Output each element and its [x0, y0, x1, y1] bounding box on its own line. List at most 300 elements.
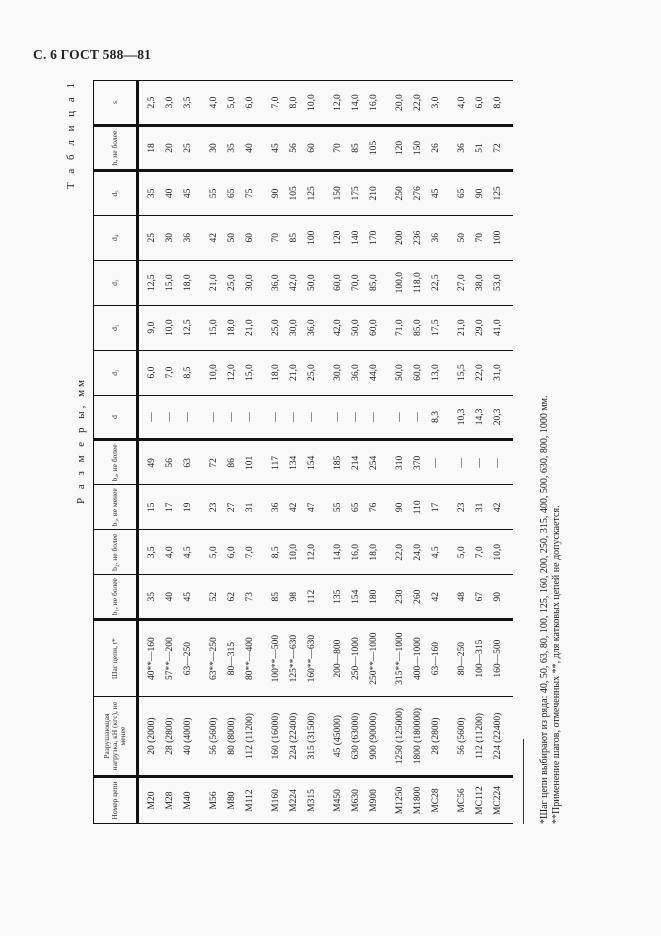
- table-cell: M112: [241, 777, 259, 824]
- table-cell: —: [365, 395, 383, 440]
- table-cell: 4,0: [161, 530, 179, 575]
- table-cell: —: [179, 395, 197, 440]
- table-cell: 40: [161, 575, 179, 620]
- table-cell: M160: [259, 777, 285, 824]
- table-cell: 21,0: [285, 350, 303, 395]
- table-cell: 224 (22400): [285, 697, 303, 777]
- table-cell: 315 (31500): [303, 697, 321, 777]
- table-cell: 112 (11200): [471, 697, 489, 777]
- table-cell: 7,0: [471, 530, 489, 575]
- table-cell: 62: [223, 575, 241, 620]
- table-cell: —: [471, 440, 489, 485]
- column-header: d₄: [94, 215, 138, 260]
- table-cell: 20,3: [489, 395, 513, 440]
- table-cell: 70: [471, 215, 489, 260]
- table-cell: —: [259, 395, 285, 440]
- table-cell: 12,0: [303, 530, 321, 575]
- table-cell: 60,0: [321, 260, 347, 305]
- table-cell: 276: [409, 170, 427, 215]
- table-cell: M1250: [383, 777, 409, 824]
- table-cell: 10,0: [197, 350, 223, 395]
- table-cell: 105: [285, 170, 303, 215]
- table-cell: 22,0: [383, 530, 409, 575]
- table-row: [223, 81, 241, 824]
- table-cell: 48: [445, 575, 471, 620]
- table-cell: 47: [303, 485, 321, 530]
- table-cell: 150: [321, 170, 347, 215]
- table-cell: 52: [197, 575, 223, 620]
- table-cell: 9,0: [138, 305, 162, 350]
- table-cell: 1250 (125000): [383, 697, 409, 777]
- column-header: Шаг цепи, t*: [94, 620, 138, 697]
- table-cell: 5,0: [197, 530, 223, 575]
- table-cell: 7,0: [259, 81, 285, 126]
- table-cell: 60,0: [409, 350, 427, 395]
- table-cell: 200: [383, 215, 409, 260]
- table-cell: 12,5: [179, 305, 197, 350]
- table-cell: 260: [409, 575, 427, 620]
- table-cell: 4,0: [197, 81, 223, 126]
- table-cell: 90: [383, 485, 409, 530]
- table-cell: 30: [197, 126, 223, 171]
- table-cell: —: [445, 440, 471, 485]
- table-row: [409, 81, 427, 824]
- table-cell: 254: [365, 440, 383, 485]
- table-cell: 160—500: [489, 620, 513, 697]
- table-cell: 38,0: [471, 260, 489, 305]
- table-cell: 40 (4000): [179, 697, 197, 777]
- table-cell: 24,0: [409, 530, 427, 575]
- table-cell: 56 (5600): [445, 697, 471, 777]
- table-cell: 100—315: [471, 620, 489, 697]
- table-cell: 75: [241, 170, 259, 215]
- table-cell: 4,0: [445, 81, 471, 126]
- footnote-2: **Применение шагов, отмеченных **, для катковых цепей не допускается.: [551, 505, 562, 824]
- table-cell: 25,0: [303, 350, 321, 395]
- table-cell: 60,0: [365, 305, 383, 350]
- table-cell: 8,5: [179, 350, 197, 395]
- table-cell: 70: [321, 126, 347, 171]
- table-cell: 86: [223, 440, 241, 485]
- table-cell: 7,0: [161, 350, 179, 395]
- table-cell: M40: [179, 777, 197, 824]
- table-cell: 10,0: [303, 81, 321, 126]
- table-cell: 3,5: [179, 81, 197, 126]
- table-row: [427, 81, 445, 824]
- table-cell: 140: [347, 215, 365, 260]
- table-cell: 42,0: [285, 260, 303, 305]
- table-cell: 8,0: [489, 81, 513, 126]
- table-cell: 28 (2800): [427, 697, 445, 777]
- table-cell: 17,5: [427, 305, 445, 350]
- table-row: [321, 81, 347, 824]
- table-cell: 30,0: [285, 305, 303, 350]
- table-cell: 50,0: [383, 350, 409, 395]
- column-header: d₁: [94, 350, 138, 395]
- table-cell: 6,0: [471, 81, 489, 126]
- table-cell: 8,3: [427, 395, 445, 440]
- column-header: b₃, не менее: [94, 485, 138, 530]
- table-cell: 630 (63000): [347, 697, 365, 777]
- table-cell: —: [285, 395, 303, 440]
- table-cell: 29,0: [471, 305, 489, 350]
- table-cell: 35: [223, 126, 241, 171]
- table-cell: 10,0: [489, 530, 513, 575]
- table-cell: 154: [303, 440, 321, 485]
- column-header: d: [94, 395, 138, 440]
- table-cell: 12,0: [223, 350, 241, 395]
- table-cell: 60: [241, 215, 259, 260]
- column-header: d₃: [94, 260, 138, 305]
- table-cell: M28: [161, 777, 179, 824]
- column-header: b₂, не более: [94, 530, 138, 575]
- table-row: [259, 81, 285, 824]
- table-cell: 15,0: [241, 350, 259, 395]
- table-cell: M56: [197, 777, 223, 824]
- table-cell: 63**—250: [197, 620, 223, 697]
- table-cell: —: [347, 395, 365, 440]
- table-cell: 185: [321, 440, 347, 485]
- table-cell: 8,0: [285, 81, 303, 126]
- table-cell: 105: [365, 126, 383, 171]
- table-cell: 22,5: [427, 260, 445, 305]
- table-cell: 12,0: [321, 81, 347, 126]
- table-cell: 42: [427, 575, 445, 620]
- table-cell: 3,5: [138, 530, 162, 575]
- table-title: Т а б л и ц а 1: [65, 80, 77, 190]
- table-cell: 26: [427, 126, 445, 171]
- table-cell: 125**—630: [285, 620, 303, 697]
- table-cell: 36: [259, 485, 285, 530]
- table-cell: 65: [223, 170, 241, 215]
- table-cell: 250: [383, 170, 409, 215]
- table-cell: 36,0: [347, 350, 365, 395]
- table-cell: 21,0: [241, 305, 259, 350]
- table-cell: 100**—500: [259, 620, 285, 697]
- table-cell: 55: [197, 170, 223, 215]
- table-cell: 120: [321, 215, 347, 260]
- table-cell: —: [427, 440, 445, 485]
- table-cell: —: [383, 395, 409, 440]
- table-cell: 214: [347, 440, 365, 485]
- table-cell: 112: [303, 575, 321, 620]
- table-cell: 65: [445, 170, 471, 215]
- table-cell: 30,0: [321, 350, 347, 395]
- table-cell: 63—250: [179, 620, 197, 697]
- table-cell: —: [241, 395, 259, 440]
- rotated-table-block: [65, 80, 605, 824]
- table-cell: 76: [365, 485, 383, 530]
- table-cell: 40**—160: [138, 620, 162, 697]
- table-cell: M224: [285, 777, 303, 824]
- table-cell: 71,0: [383, 305, 409, 350]
- table-cell: 72: [197, 440, 223, 485]
- chain-dimensions-table: [93, 80, 513, 824]
- table-cell: 18,0: [259, 350, 285, 395]
- table-cell: 15: [138, 485, 162, 530]
- table-cell: 10,0: [285, 530, 303, 575]
- table-cell: 22,0: [409, 81, 427, 126]
- table-cell: 230: [383, 575, 409, 620]
- table-cell: 40: [241, 126, 259, 171]
- table-cell: 42: [285, 485, 303, 530]
- table-row: [347, 81, 365, 824]
- table-cell: MC56: [445, 777, 471, 824]
- table-cell: 31,0: [489, 350, 513, 395]
- table-cell: 23: [197, 485, 223, 530]
- table-cell: 25,0: [223, 260, 241, 305]
- table-cell: 134: [285, 440, 303, 485]
- table-cell: M900: [365, 777, 383, 824]
- table-cell: 36: [179, 215, 197, 260]
- table-cell: 200—800: [321, 620, 347, 697]
- table-cell: —: [409, 395, 427, 440]
- table-cell: 250**—1000: [365, 620, 383, 697]
- table-cell: 14,0: [347, 81, 365, 126]
- table-cell: 100: [303, 215, 321, 260]
- table-cell: 6,0: [138, 350, 162, 395]
- table-header-row: [94, 81, 138, 824]
- table-cell: 44,0: [365, 350, 383, 395]
- table-cell: 2,5: [138, 81, 162, 126]
- table-cell: 4,5: [427, 530, 445, 575]
- table-cell: 250—1000: [347, 620, 365, 697]
- table-cell: 135: [321, 575, 347, 620]
- table-cell: 36,0: [303, 305, 321, 350]
- table-cell: 18,0: [365, 530, 383, 575]
- table-cell: 42: [489, 485, 513, 530]
- table-row: [383, 81, 409, 824]
- table-cell: 15,0: [161, 260, 179, 305]
- table-cell: 50,0: [303, 260, 321, 305]
- table-cell: 25: [179, 126, 197, 171]
- table-cell: 56 (5600): [197, 697, 223, 777]
- table-cell: 117: [259, 440, 285, 485]
- table-cell: 35: [138, 575, 162, 620]
- table-cell: M20: [138, 777, 162, 824]
- table-cell: 17: [427, 485, 445, 530]
- table-cell: 56: [285, 126, 303, 171]
- table-cell: 120: [383, 126, 409, 171]
- table-cell: 170: [365, 215, 383, 260]
- table-cell: 90: [471, 170, 489, 215]
- table-cell: 27: [223, 485, 241, 530]
- table-cell: 45: [179, 575, 197, 620]
- table-cell: 85: [285, 215, 303, 260]
- table-cell: M630: [347, 777, 365, 824]
- table-cell: 160**—630: [303, 620, 321, 697]
- table-cell: 100: [489, 215, 513, 260]
- table-row: [445, 81, 471, 824]
- table-row: [138, 81, 162, 824]
- table-cell: 85: [259, 575, 285, 620]
- table-cell: 42: [197, 215, 223, 260]
- table-cell: 150: [409, 126, 427, 171]
- table-cell: 80 (8000): [223, 697, 241, 777]
- table-row: [241, 81, 259, 824]
- table-cell: 72: [489, 126, 513, 171]
- table-cell: 90: [259, 170, 285, 215]
- table-cell: 13,0: [427, 350, 445, 395]
- table-cell: 21,0: [197, 260, 223, 305]
- table-cell: 50,0: [347, 305, 365, 350]
- table-cell: 30: [161, 215, 179, 260]
- table-cell: 40: [161, 170, 179, 215]
- table-cell: 41,0: [489, 305, 513, 350]
- table-cell: 154: [347, 575, 365, 620]
- table-cell: 20,0: [383, 81, 409, 126]
- table-cell: 15,5: [445, 350, 471, 395]
- table-cell: 4,5: [179, 530, 197, 575]
- table-cell: 18,0: [223, 305, 241, 350]
- table-cell: —: [489, 440, 513, 485]
- table-cell: 315**—1000: [383, 620, 409, 697]
- table-cell: MC112: [471, 777, 489, 824]
- table-cell: 3,0: [161, 81, 179, 126]
- table-cell: 63—160: [427, 620, 445, 697]
- table-cell: 67: [471, 575, 489, 620]
- table-cell: 17: [161, 485, 179, 530]
- table-cell: 16,0: [365, 81, 383, 126]
- table-cell: 85,0: [409, 305, 427, 350]
- table-cell: 236: [409, 215, 427, 260]
- table-cell: 85: [347, 126, 365, 171]
- table-cell: 18,0: [179, 260, 197, 305]
- table-cell: 70: [259, 215, 285, 260]
- table-cell: 45: [259, 126, 285, 171]
- table-cell: 55: [321, 485, 347, 530]
- table-cell: 900 (90000): [365, 697, 383, 777]
- table-cell: 5,0: [223, 81, 241, 126]
- table-cell: 70,0: [347, 260, 365, 305]
- table-cell: 15,0: [197, 305, 223, 350]
- table-cell: 125: [303, 170, 321, 215]
- table-cell: 28 (2800): [161, 697, 179, 777]
- table-cell: 20: [161, 126, 179, 171]
- table-cell: 8,5: [259, 530, 285, 575]
- table-cell: 21,0: [445, 305, 471, 350]
- table-cell: 100,0: [383, 260, 409, 305]
- table-cell: 31: [471, 485, 489, 530]
- table-cell: 10,0: [161, 305, 179, 350]
- dimensions-caption: Р а з м е р ы, мм: [75, 376, 87, 504]
- table-cell: —: [138, 395, 162, 440]
- table-cell: 42,0: [321, 305, 347, 350]
- table-cell: M450: [321, 777, 347, 824]
- table-cell: 400—1000: [409, 620, 427, 697]
- page-header: С. 6 ГОСТ 588—81: [33, 47, 152, 62]
- table-cell: 50: [445, 215, 471, 260]
- table-cell: 224 (22400): [489, 697, 513, 777]
- table-cell: 14,0: [321, 530, 347, 575]
- column-header: d₂: [94, 305, 138, 350]
- table-cell: 53,0: [489, 260, 513, 305]
- column-header: d₅: [94, 170, 138, 215]
- table-cell: 210: [365, 170, 383, 215]
- table-cell: 23: [445, 485, 471, 530]
- table-cell: 90: [489, 575, 513, 620]
- table-cell: 36: [445, 126, 471, 171]
- table-cell: 16,0: [347, 530, 365, 575]
- table-cell: 6,0: [223, 530, 241, 575]
- table-cell: 180: [365, 575, 383, 620]
- table-row: [285, 81, 303, 824]
- table-cell: M315: [303, 777, 321, 824]
- table-row: [471, 81, 489, 824]
- table-cell: M80: [223, 777, 241, 824]
- table-cell: 30,0: [241, 260, 259, 305]
- table-cell: 10,3: [445, 395, 471, 440]
- table-cell: 35: [138, 170, 162, 215]
- table-cell: 98: [285, 575, 303, 620]
- table-cell: 6,0: [241, 81, 259, 126]
- table-cell: 45: [427, 170, 445, 215]
- column-header: b₁, не более: [94, 575, 138, 620]
- column-header: b₄, не более: [94, 440, 138, 485]
- table-cell: 310: [383, 440, 409, 485]
- table-cell: 57**—200: [161, 620, 179, 697]
- table-cell: —: [197, 395, 223, 440]
- table-cell: 112 (11200): [241, 697, 259, 777]
- table-cell: —: [321, 395, 347, 440]
- table-cell: 51: [471, 126, 489, 171]
- table-cell: 25: [138, 215, 162, 260]
- column-header: Разрушающая нагрузка, кН (кгс), не менее: [94, 697, 138, 777]
- footnote-1: *Шаг цепи выбирают из ряда: 40, 50, 63, 80, 100, 125, 160, 200, 250, 315, 400, 500, 630, 800, 1000 мм.: [539, 395, 550, 824]
- table-cell: 73: [241, 575, 259, 620]
- table-cell: 110: [409, 485, 427, 530]
- table-cell: 36: [427, 215, 445, 260]
- table-cell: 27,0: [445, 260, 471, 305]
- table-cell: 63: [179, 440, 197, 485]
- table-cell: 56: [161, 440, 179, 485]
- table-cell: M1800: [409, 777, 427, 824]
- table-cell: 60: [303, 126, 321, 171]
- table-cell: 5,0: [445, 530, 471, 575]
- table-cell: 175: [347, 170, 365, 215]
- table-row: [179, 81, 197, 824]
- table-cell: 49: [138, 440, 162, 485]
- table-cell: 80**—400: [241, 620, 259, 697]
- table-row: [303, 81, 321, 824]
- table-row: [365, 81, 383, 824]
- table-cell: 12,5: [138, 260, 162, 305]
- table-cell: 3,0: [427, 81, 445, 126]
- table-cell: 80—315: [223, 620, 241, 697]
- column-header: s: [94, 81, 138, 126]
- table-cell: 101: [241, 440, 259, 485]
- table-cell: 118,0: [409, 260, 427, 305]
- table-cell: 1800 (180000): [409, 697, 427, 777]
- table-cell: 125: [489, 170, 513, 215]
- table-cell: —: [161, 395, 179, 440]
- table-row: [161, 81, 179, 824]
- table-cell: MC28: [427, 777, 445, 824]
- table-cell: 20 (2000): [138, 697, 162, 777]
- table-cell: 14,3: [471, 395, 489, 440]
- table-cell: 80—250: [445, 620, 471, 697]
- table-cell: 19: [179, 485, 197, 530]
- table-cell: 160 (16000): [259, 697, 285, 777]
- table-cell: 50: [223, 215, 241, 260]
- table-cell: 22,0: [471, 350, 489, 395]
- table-cell: 36,0: [259, 260, 285, 305]
- column-header: Номер цепи: [94, 777, 138, 824]
- table-cell: 370: [409, 440, 427, 485]
- table-cell: 45 (45000): [321, 697, 347, 777]
- column-header: h, не более: [94, 126, 138, 171]
- table-cell: MC224: [489, 777, 513, 824]
